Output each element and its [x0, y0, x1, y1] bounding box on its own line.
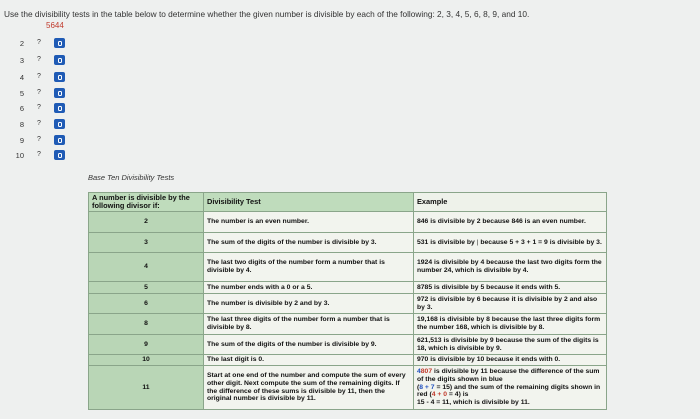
answer-dropdown-button[interactable] [54, 150, 65, 160]
row-divisor: 5 [89, 282, 204, 294]
row-divisor: 8 [89, 314, 204, 335]
divisor-row [0, 71, 90, 85]
row-divisor: 6 [89, 294, 204, 314]
answer-dropdown-button[interactable] [54, 119, 65, 129]
header-test: Divisibility Test [204, 193, 414, 212]
example-part: because 5 + 3 + 1 = 9 is divisible by 3. [478, 238, 602, 246]
answer-placeholder[interactable]: ? [37, 89, 41, 96]
row-test: The number is divisible by 2 and by 3. [204, 294, 414, 314]
table-header-row [89, 193, 607, 212]
header-example: Example [414, 193, 607, 212]
dropdown-icon [58, 58, 62, 63]
example-part: = 4) is [447, 391, 469, 399]
example-part: 531 is divisible by [417, 238, 477, 246]
divisibility-table [88, 192, 607, 410]
header-divisor: A number is divisible by the following divisor if: [89, 193, 204, 212]
dropdown-icon [58, 91, 62, 96]
answer-dropdown-button[interactable] [54, 135, 65, 145]
table-row [89, 314, 607, 335]
table-row [89, 335, 607, 355]
row-test: The number ends with a 0 or a 5. [204, 282, 414, 294]
row-test: The last two digits of the number form a number that is divisible by 4. [204, 253, 414, 282]
table-row [89, 366, 607, 410]
divisor-label: 5 [19, 89, 24, 98]
divisor-row [0, 37, 90, 51]
table-row [89, 355, 607, 366]
row-test: The last digit is 0. [204, 355, 414, 366]
answer-dropdown-button[interactable] [54, 72, 65, 82]
answer-dropdown-button[interactable] [54, 88, 65, 98]
blue-digit: 4 [417, 368, 421, 376]
row-example: 970 is divisible by 10 because it ends with 0. [414, 355, 607, 366]
red-sum: 4 + 0 [431, 391, 448, 399]
row-test: Start at one end of the number and compute the sum of every other digit. Next compute the sum of the remaining digits. If the difference of these sums is divisible by 11, then the original number is divisible by 11. [204, 366, 414, 410]
divisor-label: 10 [15, 151, 24, 160]
divisor-row [0, 134, 90, 148]
row-example: 19,168 is divisible by 8 because the last three digits form the number 168, which is divisible by 8. [414, 314, 607, 335]
table-row [89, 294, 607, 314]
table-row [89, 282, 607, 294]
row-test: The last three digits of the number form a number that is divisible by 8. [204, 314, 414, 335]
row-test: The sum of the digits of the number is divisible by 3. [204, 233, 414, 253]
row-divisor: 2 [89, 212, 204, 233]
given-number: 5644 [46, 21, 64, 30]
table-row [89, 253, 607, 282]
divisor-row [0, 54, 90, 68]
answer-placeholder[interactable]: ? [37, 120, 41, 127]
answer-dropdown-button[interactable] [54, 55, 65, 65]
blue-sum: 8 + 7 [419, 383, 435, 391]
row-example: 621,513 is divisible by 9 because the sum of the digits is 18, which is divisible by 9. [414, 335, 607, 355]
answer-dropdown-button[interactable] [54, 103, 65, 113]
row-example: 846 is divisible by 2 because 846 is an even number. [414, 212, 607, 233]
divisor-label: 8 [19, 120, 24, 129]
instruction-text: Use the divisibility tests in the table below to determine whether the given number is divisible by each of the following: 2, 3, 4, 5, 6, 8, 9, and 10. [4, 9, 530, 19]
answer-placeholder[interactable]: ? [37, 136, 41, 143]
divisor-row [0, 87, 90, 101]
dropdown-icon [58, 153, 62, 158]
divisor-label: 2 [19, 39, 24, 48]
dropdown-icon [58, 106, 62, 111]
row-example: 1924 is divisible by 4 because the last two digits form the number 24, which is divisible by 4. [414, 253, 607, 282]
divisor-label: 9 [19, 136, 24, 145]
answer-placeholder[interactable]: ? [37, 73, 41, 80]
divisor-label: 6 [19, 104, 24, 113]
table-row [89, 233, 607, 253]
row-example [414, 366, 607, 410]
divisor-label: 4 [19, 73, 24, 82]
row-divisor: 11 [89, 366, 204, 410]
row-divisor: 9 [89, 335, 204, 355]
answer-placeholder[interactable]: ? [37, 39, 41, 46]
row-example [414, 233, 607, 253]
example-part: is divisible by 11 because the difference of the sum of the digits shown in blue [417, 368, 600, 384]
divisor-row [0, 118, 90, 132]
row-test: The number is an even number. [204, 212, 414, 233]
dropdown-icon [58, 122, 62, 127]
row-example: 972 is divisible by 6 because it is divisible by 2 and also by 3. [414, 294, 607, 314]
dropdown-icon [58, 41, 62, 46]
table-caption: Base Ten Divisibility Tests [88, 173, 175, 182]
divisor-row [0, 102, 90, 116]
divisor-label: 3 [19, 56, 24, 65]
example-part: ( [417, 383, 420, 391]
example-part: 15 - 4 = 11, which is divisible by 11. [417, 398, 530, 406]
row-divisor: 4 [89, 253, 204, 282]
red-digits: 807 [420, 368, 433, 376]
dropdown-icon [58, 75, 62, 80]
divisor-row [0, 149, 90, 163]
example-part: = 15) and the sum of the remaining digits shown in red ( [417, 383, 601, 399]
row-divisor: 10 [89, 355, 204, 366]
answer-placeholder[interactable]: ? [37, 104, 41, 111]
row-test: The sum of the digits of the number is divisible by 9. [204, 335, 414, 355]
table-row [89, 212, 607, 233]
row-divisor: 3 [89, 233, 204, 253]
row-example: 8785 is divisible by 5 because it ends with 5. [414, 282, 607, 294]
answer-placeholder[interactable]: ? [37, 56, 41, 63]
answer-placeholder[interactable]: ? [37, 151, 41, 158]
dropdown-icon [58, 138, 62, 143]
text-cursor: | [476, 238, 479, 246]
answer-dropdown-button[interactable] [54, 38, 65, 48]
